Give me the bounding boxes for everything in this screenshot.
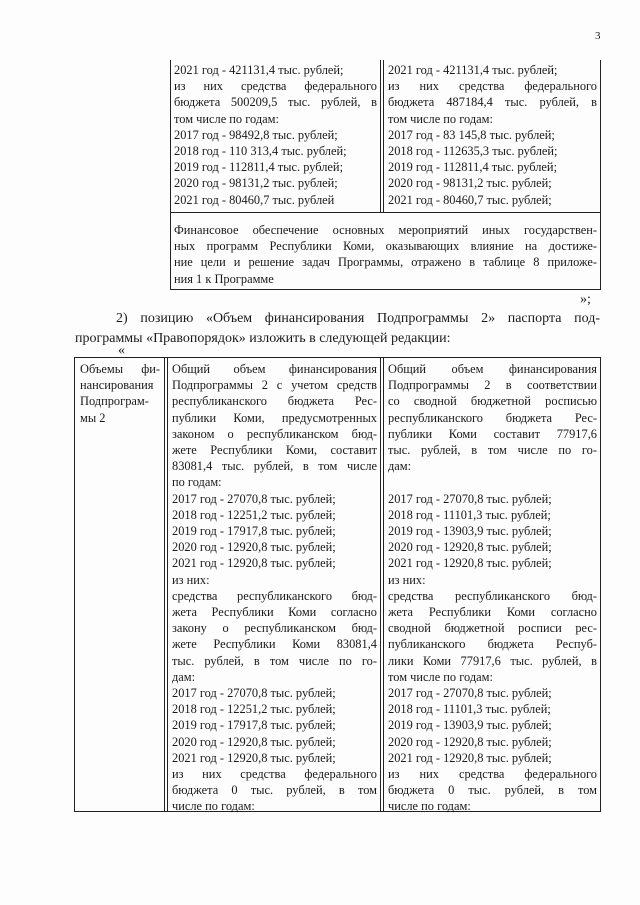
cell-line: нансирования [80, 378, 154, 393]
table-funding-column-divider-1 [164, 357, 168, 812]
cell-line: закону о республиканском бюд- [172, 621, 377, 636]
table-top-row-divider [170, 212, 601, 213]
cell-line: 2021 год - 80460,7 тыс. рублей [174, 192, 335, 207]
cell-line: лики Коми 77917,6 тыс. рублей, в [388, 653, 597, 668]
table-top-border-right [600, 60, 601, 290]
cell-line: ние цели и решение задач Программы, отражено в таблице 8 приложе- [174, 255, 597, 270]
cell-line: 2017 год - 27070,8 тыс. рублей; [388, 686, 552, 701]
cell-line: тыс. рублей, в том числе по го- [172, 653, 377, 668]
cell-line: Общий объем финансирования [388, 362, 597, 376]
cell-line: из них средства федерального [174, 79, 377, 94]
cell-line: жета Республики Коми согласно [172, 605, 377, 620]
cell-line: жете Республики Коми, составит [172, 443, 377, 458]
cell-line: 2021 год - 421131,4 тыс. рублей; [388, 63, 558, 77]
cell-line: Общий объем финансирования [172, 362, 377, 376]
cell-line: республиканского бюджета Рес- [172, 394, 377, 409]
cell-line: 2019 год - 112811,4 тыс. рублей; [174, 160, 344, 175]
cell-line: 2018 год - 11101,3 тыс. рублей; [388, 702, 551, 717]
amendment-paragraph [75, 309, 600, 349]
cell-line: 2019 год - 17917,8 тыс. рублей; [172, 718, 336, 733]
cell-line: 2019 год - 13903,9 тыс. рублей; [388, 524, 552, 539]
cell-line: 2020 год - 98131,2 тыс. рублей; [174, 176, 338, 191]
cell-line: 2017 год - 83 145,8 тыс. рублей; [388, 127, 555, 142]
cell-line: Финансовое обеспечение основных мероприятий иных государствен- [174, 223, 597, 237]
cell-line: законом о республиканском бюд- [172, 426, 377, 441]
cell-line: средства республиканского бюд- [388, 588, 597, 603]
cell-line: 2020 год - 12920,8 тыс. рублей; [388, 540, 552, 555]
cell-line: 2020 год - 98131,2 тыс. рублей; [388, 176, 552, 191]
page-number: 3 [595, 30, 601, 42]
cell-line: 2017 год - 27070,8 тыс. рублей; [388, 491, 552, 506]
cell-line: из них средства федерального [388, 767, 597, 782]
table-funding-label-cell [80, 361, 160, 426]
cell-line: Подпрограммы 2 в соответствии [388, 378, 597, 393]
cell-line: 2021 год - 80460,7 тыс. рублей; [388, 192, 552, 207]
table-funding-right-cell [388, 361, 597, 815]
cell-line: том числе по годам: [388, 111, 493, 126]
cell-line: мы 2 [80, 410, 106, 425]
cell-line [388, 474, 597, 490]
cell-line: бюджета 0 тыс. рублей, в том [172, 783, 377, 798]
cell-line: публиканского бюджета Респуб- [388, 637, 597, 652]
paragraph-line: программы «Правопорядок» изложить в следующей редакции: [75, 331, 451, 346]
table-top-column-divider [380, 60, 384, 212]
cell-line: бюджета 0 тыс. рублей, в том [388, 783, 597, 798]
table-top-merged-cell [174, 222, 597, 287]
cell-line: дам: [172, 669, 196, 684]
cell-line: бюджета 500209,5 тыс. рублей, в [174, 95, 377, 110]
cell-line: 2017 год - 27070,8 тыс. рублей; [172, 686, 336, 701]
table-top-left-cell [174, 62, 377, 208]
paragraph-line: 2) позицию «Объем финансирования Подпрограммы 2» паспорта под- [116, 311, 600, 326]
cell-line: 2020 год - 12920,8 тыс. рублей; [388, 734, 552, 749]
cell-line: из них средства федерального [388, 79, 597, 94]
cell-line: Объемы фи- [80, 362, 160, 376]
cell-line: из них: [388, 572, 426, 587]
cell-line: 2021 год - 12920,8 тыс. рублей; [388, 556, 552, 571]
table-top-border-left [170, 60, 171, 290]
cell-line: 2018 год - 110 313,4 тыс. рублей; [174, 144, 347, 159]
cell-line: по годам: [172, 475, 222, 490]
cell-line: дам: [388, 459, 412, 474]
cell-line: числе по годам: [172, 799, 255, 814]
cell-line: жета Республики Коми согласно [388, 605, 597, 620]
cell-line: 2019 год - 13903,9 тыс. рублей; [388, 718, 552, 733]
cell-line: со сводной бюджетной росписью [388, 394, 597, 409]
table-funding-middle-cell [172, 361, 377, 815]
cell-line: 2020 год - 12920,8 тыс. рублей; [172, 540, 336, 555]
cell-line: 2021 год - 12920,8 тыс. рублей; [388, 750, 552, 765]
cell-line: том числе по годам: [388, 669, 493, 684]
cell-line: публики Коми, предусмотренных [172, 410, 377, 425]
cell-line: 2020 год - 12920,8 тыс. рублей; [172, 734, 336, 749]
table-top-border-bottom [170, 289, 601, 290]
cell-line: 2017 год - 27070,8 тыс. рублей; [172, 491, 336, 506]
cell-line: республиканского бюджета Рес- [388, 410, 597, 425]
cell-line: 2021 год - 12920,8 тыс. рублей; [172, 556, 336, 571]
opening-quote: « [118, 343, 125, 358]
cell-line: числе по годам: [388, 799, 471, 814]
cell-line: 2018 год - 11101,3 тыс. рублей; [388, 507, 551, 522]
cell-line: жете Республики Коми 83081,4 [172, 637, 377, 652]
cell-line: 2019 год - 17917,8 тыс. рублей; [172, 524, 336, 539]
table-top-right-cell [388, 62, 597, 208]
cell-line: том числе по годам: [174, 111, 279, 126]
cell-line: ния 1 к Программе [174, 271, 274, 286]
cell-line: бюджета 487184,4 тыс. рублей, в [388, 95, 597, 110]
cell-line: 2018 год - 112635,3 тыс. рублей; [388, 144, 558, 159]
cell-line: 83081,4 тыс. рублей, в том числе [172, 459, 377, 474]
cell-line: тыс. рублей, в том числе по го- [388, 443, 597, 458]
cell-line: 2019 год - 112811,4 тыс. рублей; [388, 160, 558, 175]
table-funding-column-divider-2 [380, 357, 384, 812]
cell-line: из них: [172, 572, 210, 587]
cell-line: Подпрограм- [80, 394, 149, 409]
cell-line: 2018 год - 12251,2 тыс. рублей; [172, 702, 336, 717]
cell-line: 2017 год - 98492,8 тыс. рублей; [174, 127, 338, 142]
cell-line: Подпрограммы 2 с учетом средств [172, 378, 377, 393]
cell-line: 2018 год - 12251,2 тыс. рублей; [172, 507, 336, 522]
cell-line: сводной бюджетной росписи рес- [388, 621, 597, 636]
cell-line: 2021 год - 421131,4 тыс. рублей; [174, 63, 344, 77]
cell-line: средства республиканского бюд- [172, 588, 377, 603]
cell-line: из них средства федерального [172, 767, 377, 782]
closing-quote: »; [580, 292, 591, 307]
cell-line: ных программ Республики Коми, оказывающих влияние на достиже- [174, 239, 597, 254]
cell-line: публики Коми составит 77917,6 [388, 426, 597, 441]
cell-line: 2021 год - 12920,8 тыс. рублей; [172, 750, 336, 765]
